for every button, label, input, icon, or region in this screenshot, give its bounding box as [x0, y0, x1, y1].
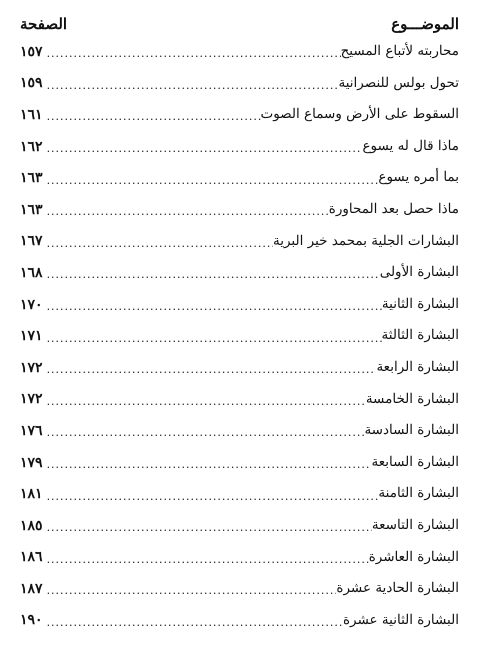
- toc-entry-title: البشارة الثانية عشرة: [342, 611, 459, 628]
- toc-entry: [20, 478, 459, 510]
- toc-entry-page-number: ١٩٠: [20, 612, 43, 629]
- toc-entry-page-number: ١٦٣: [20, 170, 43, 187]
- dot-leader: [43, 364, 377, 375]
- toc-list: [20, 36, 459, 636]
- toc-entry-page-number: ١٥٧: [20, 43, 43, 60]
- toc-entry-title: البشارة الثانية: [381, 295, 459, 312]
- toc-entry: [20, 162, 459, 194]
- dot-leader: [43, 301, 382, 312]
- toc-entry-title: ماذا حصل بعد المحاورة: [328, 201, 459, 218]
- toc-entry-page-number: ١٨٦: [20, 549, 43, 566]
- toc-entry-title: تحول بولس للنصرانية: [338, 74, 459, 91]
- toc-entry: [20, 605, 459, 637]
- toc-entry-title: البشارة العاشرة: [368, 548, 459, 565]
- dot-leader: [43, 427, 365, 438]
- toc-entry: [20, 99, 459, 131]
- dot-leader: [43, 522, 372, 533]
- toc-entry: [20, 36, 459, 68]
- dot-leader: [43, 269, 380, 280]
- toc-entry-title: ماذا قال له يسوع: [362, 137, 459, 154]
- toc-entry: [20, 447, 459, 479]
- toc-entry: [20, 352, 459, 384]
- toc-entry-title: بما أمره يسوع: [378, 169, 459, 186]
- toc-entry: [20, 131, 459, 163]
- dot-leader: [43, 48, 341, 59]
- toc-entry-page-number: ١٧٢: [20, 359, 43, 376]
- toc-entry: [20, 289, 459, 321]
- toc-header: [20, 12, 459, 36]
- dot-leader: [43, 206, 329, 217]
- toc-entry-page-number: ١٦٨: [20, 264, 43, 281]
- toc-entry-title: البشارات الجلية بمحمد خير البرية: [272, 232, 459, 249]
- toc-entry-title: محاربته لأتباع المسيح: [340, 43, 459, 60]
- toc-entry-page-number: ١٦٢: [20, 138, 43, 155]
- toc-entry-title: البشارة الثامنة: [378, 485, 459, 502]
- toc-entry-page-number: ١٦١: [20, 106, 43, 123]
- toc-entry-page-number: ١٦٧: [20, 233, 43, 250]
- toc-entry-page-number: ١٥٩: [20, 75, 43, 92]
- dot-leader: [43, 333, 382, 344]
- toc-entry-page-number: ١٦٣: [20, 201, 43, 218]
- toc-entry: [20, 68, 459, 100]
- dot-leader: [43, 80, 339, 91]
- page-column-header: الصفحة: [20, 15, 68, 33]
- dot-leader: [43, 143, 363, 154]
- toc-entry-title: البشارة الخامسة: [365, 390, 459, 407]
- toc-entry-page-number: ١٧١: [20, 328, 43, 345]
- toc-entry: [20, 194, 459, 226]
- dot-leader: [43, 396, 366, 407]
- toc-entry-page-number: ١٧٢: [20, 391, 43, 408]
- toc-entry-page-number: ١٧٠: [20, 296, 43, 313]
- dot-leader: [43, 111, 261, 122]
- dot-leader: [43, 617, 343, 628]
- toc-entry: [20, 257, 459, 289]
- dot-leader: [43, 459, 372, 470]
- toc-entry-title: البشارة الحادية عشرة: [336, 580, 459, 597]
- toc-entry-page-number: ١٨١: [20, 486, 43, 503]
- toc-entry: [20, 226, 459, 258]
- dot-leader: [43, 175, 379, 186]
- toc-entry: [20, 510, 459, 542]
- toc-entry: [20, 573, 459, 605]
- toc-entry-title: البشارة السابعة: [371, 453, 459, 470]
- dot-leader: [43, 554, 369, 565]
- dot-leader: [43, 238, 273, 249]
- toc-entry-page-number: ١٧٩: [20, 454, 43, 471]
- dot-leader: [43, 491, 379, 502]
- toc-entry-page-number: ١٨٥: [20, 517, 43, 534]
- toc-entry-title: البشارة التاسعة: [371, 516, 459, 533]
- toc-entry-title: البشارة الأولى: [379, 264, 459, 281]
- toc-entry-title: السقوط على الأرض وسماع الصوت: [260, 106, 459, 123]
- toc-entry-title: البشارة الثالثة: [381, 327, 459, 344]
- toc-entry: [20, 320, 459, 352]
- toc-entry-page-number: ١٧٦: [20, 422, 43, 439]
- toc-entry: [20, 384, 459, 416]
- toc-entry-page-number: ١٨٧: [20, 580, 43, 597]
- toc-entry-title: البشارة السادسة: [364, 422, 459, 439]
- toc-entry-title: البشارة الرابعة: [376, 358, 459, 375]
- topic-column-header: الموضـــوع: [391, 15, 459, 33]
- toc-entry: [20, 415, 459, 447]
- toc-entry: [20, 542, 459, 574]
- dot-leader: [43, 585, 337, 596]
